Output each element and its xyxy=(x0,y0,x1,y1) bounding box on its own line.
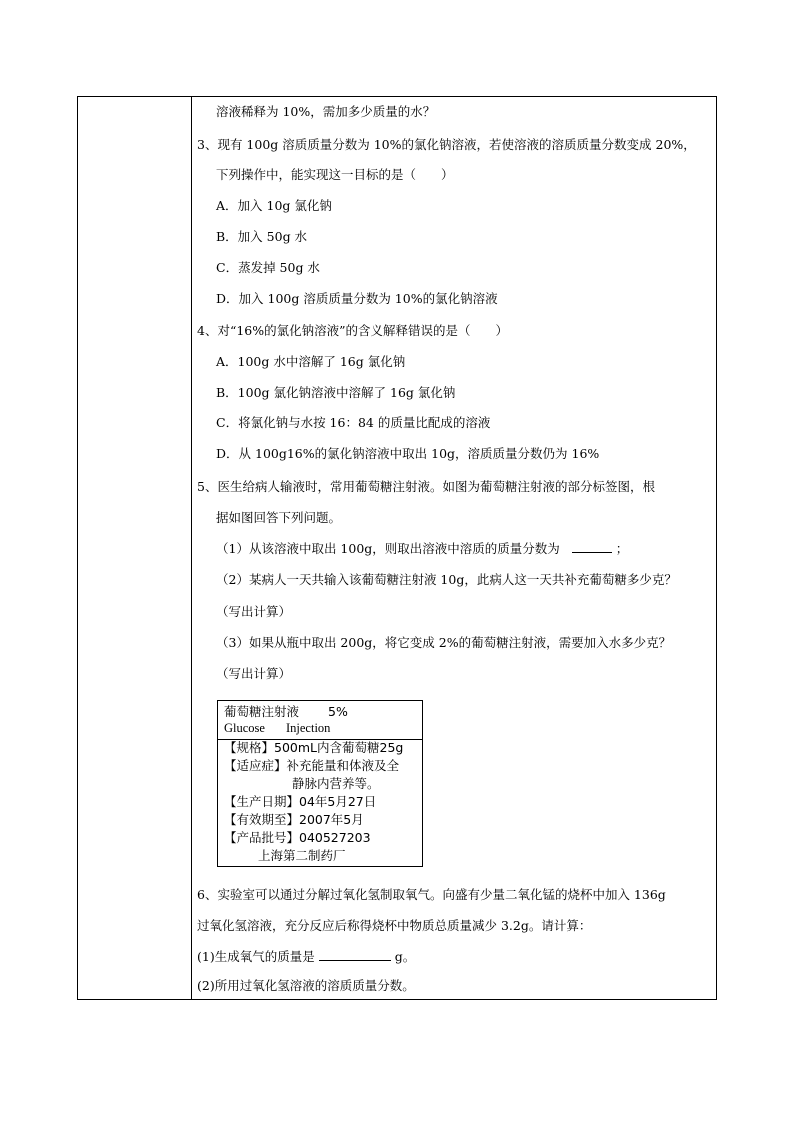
q6-part-2: (2)所用过氧化氢溶液的溶质质量分数。 xyxy=(197,978,415,993)
q5-part-2: （2）某病人一天共输入该葡萄糖注射液 10g，此病人这一天共补充葡萄糖多少克？ xyxy=(216,572,677,587)
q5-stem-2: 据如图回答下列问题。 xyxy=(216,510,342,525)
q2-continuation: 溶液稀释为 10%，需加多少质量的水？ xyxy=(216,104,436,119)
q6-part-1 xyxy=(197,948,415,966)
column-divider xyxy=(191,97,192,999)
label-indication-2: 静脉内营养等。 xyxy=(292,776,380,791)
label-batch: 【产品批号】040527203 xyxy=(224,830,371,845)
label-indication-1: 【适应症】补充能量和体液及全 xyxy=(224,758,400,773)
q3-option-c: C．蒸发掉 50g 水 xyxy=(216,260,320,275)
q6-stem-1: 6、实验室可以通过分解过氧化氢制取氧气。向盛有少量二氧化锰的烧杯中加入 136g xyxy=(197,887,666,902)
q6-stem-2: 过氧化氢溶液，充分反应后称得烧杯中物质总质量减少 3.2g。请计算： xyxy=(197,918,592,933)
q4-option-a: A．100g 水中溶解了 16g 氯化钠 xyxy=(216,354,406,369)
label-expiry: 【有效期至】2007年5月 xyxy=(224,812,364,827)
q5-part-3-note: （写出计算） xyxy=(216,666,292,681)
q4-option-d: D．从 100g16%的氯化钠溶液中取出 10g，溶质质量分数仍为 16% xyxy=(216,446,600,461)
q3-stem-1: 3、现有 100g 溶质质量分数为 10%的氯化钠溶液，若使溶液的溶质质量分数变成 20%， xyxy=(197,137,696,152)
q5-part-1-text: （1）从该溶液中取出 100g，则取出溶液中溶质的质量分数为 xyxy=(216,541,560,556)
q5-part-1-end: ； xyxy=(615,541,629,556)
q5-part-1 xyxy=(216,540,628,558)
label-percent: 5% xyxy=(328,704,348,719)
q3-option-d: D．加入 100g 溶质质量分数为 10%的氯化钠溶液 xyxy=(216,291,498,306)
q4-option-b: B．100g 氯化钠溶液中溶解了 16g 氯化钠 xyxy=(216,385,456,400)
label-title: 葡萄糖注射液 xyxy=(224,704,300,719)
q6-part-1-text: (1)生成氧气的质量是 xyxy=(197,949,315,964)
label-spec: 【规格】500mL内含葡萄糖25g xyxy=(224,740,404,755)
q3-stem-2: 下列操作中，能实现这一目标的是（ ） xyxy=(216,167,454,182)
q3-option-b: B．加入 50g 水 xyxy=(216,229,308,244)
label-date: 【生产日期】04年5月27日 xyxy=(224,794,377,809)
q5-part-3: （3）如果从瓶中取出 200g，将它变成 2%的葡萄糖注射液，需要加入水多少克？ xyxy=(216,635,672,650)
label-en-2: Injection xyxy=(286,721,331,735)
q5-stem-1: 5、医生给病人输液时，常用葡萄糖注射液。如图为葡萄糖注射液的部分标签图，根 xyxy=(197,479,655,494)
q5-part-2-note: （写出计算） xyxy=(216,604,292,619)
q4-stem: 4、对“16%的氯化钠溶液”的含义解释错误的是（ ） xyxy=(197,323,509,338)
label-en-1: Glucose xyxy=(224,721,265,735)
q3-option-a: A．加入 10g 氯化钠 xyxy=(216,198,332,213)
q6-answer-blank xyxy=(319,948,391,961)
q4-option-c: C．将氯化钠与水按 16：84 的质量比配成的溶液 xyxy=(216,415,491,430)
q5-answer-blank xyxy=(572,540,612,553)
label-maker: 上海第二制药厂 xyxy=(258,848,346,863)
glucose-label xyxy=(217,700,423,867)
q6-part-1-end: g。 xyxy=(394,949,416,964)
